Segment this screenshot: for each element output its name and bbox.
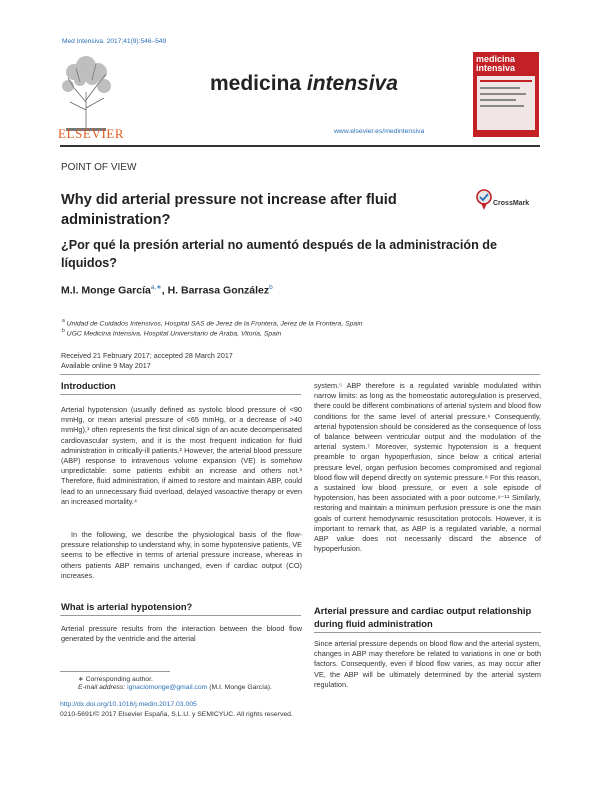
header-divider	[60, 145, 540, 147]
journal-title	[210, 72, 398, 96]
intro-paragraph-1: Arterial hypotension (usually defined as systolic blood pressure of <90 mmHg, or mean arterial pressure of <65 mmHg, or a decrease of >40 mmHg),¹ often represents the first clinical sign of an acute decompensated cardiovascular system, and it is the most frequent indication for fluid administration in critically-ill patients.² However, the arterial blood pressure (ABP) response to intravenous volume expansion (VE) is somehow unpredictable: some patients exhibit an increase and others not.³ Therefore, fluid administration, if aimed to restore and maintain ABP, could lead to an unnecessary fluid overload, delayed vasoactive therapy or even an increased mortality.⁴	[61, 405, 302, 506]
email-label: E-mail address:	[78, 684, 128, 691]
right-column-paragraph-1: system.⁵ ABP therefore is a regulated variable modulated within narrow limits: as long as the homeostatic autoregulation is preserved, there could be different combinations of arterial system and blood flow conditions for the same level of arterial pressure.⁶ Consequently, arterial hypotension should be considered as the consequence of loss of balance between ventricular output and the modulation of the arterial system.⁷ Moreover, systemic hypotension is a frequent preamble to organ hypoperfusion, since below a critical arterial pressure level, organ perfusion becomes compromised and regional blood flow will depend directly on systemic pressure.⁸ For this reason, a sustained low blood pressure, or even a sole episode of hypotension, has been associated with a poor outcome.⁹⁻¹¹ Similarly, restoring and maintain a minimum perfusion pressure is one the main goals of current hemodynamic resuscitation protocols. However, it is important to remark that, as ABP is a regulated variable, a normal ABP value does not necessarily discard the absence of hypoperfusion.	[314, 381, 541, 554]
author-email-link[interactable]: ignaciomonge@gmail.com	[127, 684, 208, 691]
elsevier-tree-logo	[60, 52, 112, 136]
author-name: M.I. Monge García	[61, 284, 151, 297]
crossmark-icon[interactable]	[476, 189, 492, 211]
crossmark-label[interactable]: CrossMark	[493, 200, 530, 207]
copyright-line: 0210-5691/© 2017 Elsevier España, S.L.U. y SEMICYUC. All rights reserved.	[60, 711, 293, 718]
body-divider	[60, 374, 540, 375]
author-name: H. Barrasa González	[167, 284, 270, 297]
journal-citation: Med Intensiva. 2017;41(9):546–549	[62, 38, 167, 45]
email-person: (M.I. Monge García).	[207, 684, 272, 691]
journal-cover-thumbnail	[473, 52, 539, 137]
journal-url-link[interactable]: www.elsevier.es/medintensiva	[334, 128, 425, 135]
footnote-rule	[60, 671, 170, 672]
received-date: Received 21 February 2017; accepted 28 March 2017	[61, 351, 233, 360]
author-affil-marker[interactable]: a,∗	[150, 284, 162, 291]
email-footnote	[78, 684, 272, 691]
journal-title-italic: intensiva	[306, 72, 398, 95]
article-subtitle-spanish: ¿Por qué la presión arterial no aumentó después de la administración de líquidos?	[61, 238, 497, 270]
cardiac-paragraph-1: Since arterial pressure depends on blood flow and the arterial system, changes in ABP may therefore be related to variations in one or both factors. Consequently, even if blood flow varies, as may occur after VE, the ABP will be ultimately determined by the arterial system regulation.	[314, 639, 541, 689]
doi-link[interactable]: http://dx.doi.org/10.1016/j.medin.2017.03.005	[60, 701, 197, 708]
cover-title: medicina intensiva	[476, 54, 516, 73]
article-title: Why did arterial pressure not increase after fluid administration?	[61, 192, 397, 228]
intro-paragraph-2: In the following, we describe the physiological basis of the flow-pressure relationship to understand why, in some hypotensive patients, VE seems to be effective in terms of arterial pressure increase, whereas in others patients ABP remains unchanged, even if cardiac output (CO) increases.	[61, 530, 302, 580]
section-heading-hypotension: What is arterial hypotension?	[61, 601, 193, 612]
corresponding-author-note: ∗ Corresponding author.	[78, 676, 153, 683]
elsevier-wordmark: ELSEVIER	[58, 126, 125, 141]
heading-underline	[60, 615, 301, 616]
author-list: M.I. Monge García$^{a,∗}$, H. Barrasa González$^b$	[61, 284, 273, 297]
section-heading-cardiac-output: Arterial pressure and cardiac output relationship during fluid administration	[314, 605, 532, 629]
heading-underline	[60, 394, 301, 395]
author-affil-marker[interactable]: b	[269, 284, 273, 291]
affiliation-a: $^a$ Unidad de Cuidados Intensivos, Hospital SAS de Jerez de la Frontera, Jerez de la Frontera, Spain	[62, 318, 363, 328]
online-date: Available online 9 May 2017	[61, 361, 151, 370]
affiliation-b: $^b$ UGC Medicina Intensiva, Hospital Universitario de Araba, Vitoria, Spain	[62, 328, 282, 338]
heading-underline	[314, 632, 541, 633]
section-heading-introduction: Introduction	[61, 380, 116, 391]
hypotension-paragraph-1: Arterial pressure results from the interaction between the blood flow generated by the ventricle and the arterial	[61, 624, 302, 644]
journal-title-regular: medicina	[210, 72, 307, 95]
section-type-label: POINT OF VIEW	[61, 162, 137, 173]
